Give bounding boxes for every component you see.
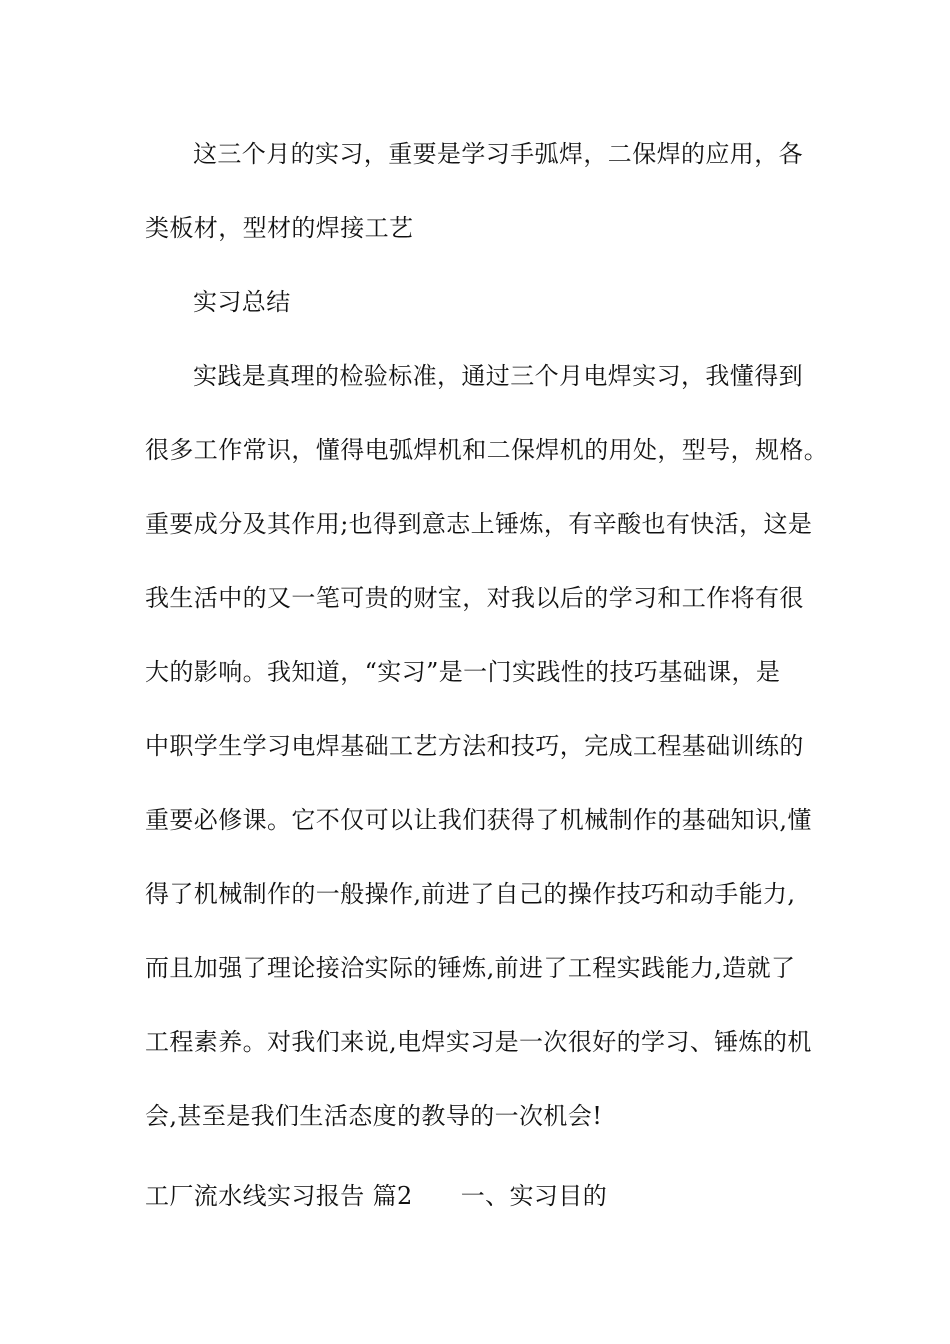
- paragraph-line: 重要必修课。它不仅可以让我们获得了机械制作的基础知识,懂: [145, 806, 812, 834]
- paragraph-line: 这三个月的实习，重要是学习手弧焊，二保焊的应用，各: [193, 140, 803, 168]
- paragraph-line: 中职学生学习电焊基础工艺方法和技巧，完成工程基础训练的: [145, 732, 804, 760]
- section-subtitle: 一、实习目的: [460, 1182, 608, 1210]
- paragraph-line: 很多工作常识，懂得电弧焊机和二保焊机的用处，型号，规格。: [145, 436, 829, 464]
- section-title: 工厂流水线实习报告 篇2: [145, 1182, 413, 1210]
- paragraph-line: 会,甚至是我们生活态度的教导的一次机会!: [145, 1102, 603, 1130]
- paragraph-line: 我生活中的又一笔可贵的财宝，对我以后的学习和工作将有很: [145, 584, 804, 612]
- paragraph-line: 得了机械制作的一般操作,前进了自己的操作技巧和动手能力,: [145, 880, 796, 908]
- paragraph-line: 类板材，型材的焊接工艺: [145, 214, 414, 242]
- paragraph-line: 实践是真理的检验标准，通过三个月电焊实习，我懂得到: [193, 362, 803, 390]
- paragraph-line: 而且加强了理论接洽实际的锤炼,前进了工程实践能力,造就了: [145, 954, 796, 982]
- paragraph-line: 大的影响。我知道，“实习”是一门实践性的技巧基础课，是: [145, 658, 781, 686]
- paragraph-line: 重要成分及其作用;也得到意志上锤炼，有辛酸也有快活，这是: [145, 510, 813, 538]
- section-title-row: [145, 1181, 607, 1211]
- section-heading: 实习总结: [193, 288, 291, 316]
- paragraph-line: 工程素养。对我们来说,电焊实习是一次很好的学习、锤炼的机: [145, 1028, 812, 1056]
